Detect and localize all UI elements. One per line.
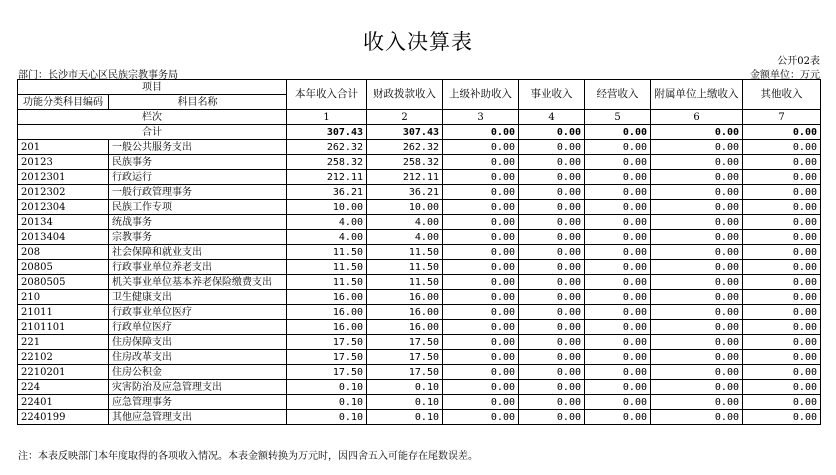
row-value: 0.00 xyxy=(743,350,821,365)
form-number: 公开02表 xyxy=(777,56,820,67)
total-value: 307.43 xyxy=(287,125,367,140)
row-value: 0.00 xyxy=(651,350,743,365)
header-superior-subsidy: 上级补助收入 xyxy=(443,80,519,110)
table-row xyxy=(18,200,821,215)
row-name: 行政事业单位养老支出 xyxy=(109,260,287,275)
total-value: 0.00 xyxy=(585,125,651,140)
row-value: 0.00 xyxy=(743,185,821,200)
row-code: 2080505 xyxy=(18,275,109,290)
row-value: 4.00 xyxy=(367,230,443,245)
row-value: 0.00 xyxy=(443,245,519,260)
column-number: 1 xyxy=(287,110,367,125)
row-code: 2013404 xyxy=(18,230,109,245)
row-value: 0.00 xyxy=(651,305,743,320)
row-value: 16.00 xyxy=(287,320,367,335)
row-name: 应急管理事务 xyxy=(109,395,287,410)
table-row xyxy=(18,215,821,230)
row-value: 36.21 xyxy=(287,185,367,200)
header-affiliated-income: 附属单位上缴收入 xyxy=(651,80,743,110)
row-value: 262.32 xyxy=(367,140,443,155)
row-value: 0.00 xyxy=(651,275,743,290)
row-value: 11.50 xyxy=(287,245,367,260)
row-value: 0.00 xyxy=(443,320,519,335)
row-value: 0.00 xyxy=(519,230,585,245)
row-value: 0.00 xyxy=(443,380,519,395)
row-value: 0.00 xyxy=(519,365,585,380)
row-value: 0.00 xyxy=(743,245,821,260)
header-other-income: 其他收入 xyxy=(743,80,821,110)
row-value: 0.00 xyxy=(443,215,519,230)
row-code: 2210201 xyxy=(18,365,109,380)
row-value: 0.00 xyxy=(585,275,651,290)
total-value: 307.43 xyxy=(367,125,443,140)
page-title: 收入决算表 xyxy=(363,30,473,54)
row-value: 0.00 xyxy=(443,350,519,365)
row-value: 0.10 xyxy=(287,410,367,425)
table-row xyxy=(18,155,821,170)
row-value: 0.00 xyxy=(585,170,651,185)
row-value: 0.00 xyxy=(519,155,585,170)
row-value: 17.50 xyxy=(287,335,367,350)
row-value: 0.00 xyxy=(743,275,821,290)
table-row xyxy=(18,395,821,410)
row-value: 0.00 xyxy=(651,380,743,395)
row-value: 11.50 xyxy=(287,275,367,290)
row-name: 行政运行 xyxy=(109,170,287,185)
column-number-label: 栏次 xyxy=(18,110,287,125)
row-value: 0.00 xyxy=(585,245,651,260)
row-value: 17.50 xyxy=(367,350,443,365)
row-value: 11.50 xyxy=(287,260,367,275)
row-value: 0.00 xyxy=(443,185,519,200)
table-row xyxy=(18,275,821,290)
row-code: 21011 xyxy=(18,305,109,320)
row-value: 17.50 xyxy=(287,350,367,365)
row-value: 0.00 xyxy=(585,350,651,365)
table-row xyxy=(18,380,821,395)
row-name: 机关事业单位基本养老保险缴费支出 xyxy=(109,275,287,290)
row-value: 0.10 xyxy=(367,395,443,410)
row-name: 行政单位医疗 xyxy=(109,320,287,335)
table-row xyxy=(18,245,821,260)
row-value: 0.00 xyxy=(651,185,743,200)
row-name: 宗教事务 xyxy=(109,230,287,245)
row-value: 16.00 xyxy=(367,320,443,335)
header-total-income: 本年收入合计 xyxy=(287,80,367,110)
total-value: 0.00 xyxy=(743,125,821,140)
row-value: 0.00 xyxy=(519,395,585,410)
column-number: 5 xyxy=(585,110,651,125)
row-name: 行政事业单位医疗 xyxy=(109,305,287,320)
row-value: 0.00 xyxy=(743,335,821,350)
row-value: 0.00 xyxy=(651,170,743,185)
row-code: 2240199 xyxy=(18,410,109,425)
header-business-income: 事业收入 xyxy=(519,80,585,110)
row-code: 22102 xyxy=(18,350,109,365)
total-label: 合计 xyxy=(18,125,287,140)
table-row xyxy=(18,410,821,425)
row-value: 0.00 xyxy=(585,215,651,230)
row-value: 0.00 xyxy=(651,335,743,350)
table-row xyxy=(18,305,821,320)
row-value: 0.00 xyxy=(443,365,519,380)
row-value: 0.00 xyxy=(743,410,821,425)
table-row xyxy=(18,320,821,335)
row-name: 其他应急管理支出 xyxy=(109,410,287,425)
table-row xyxy=(18,260,821,275)
row-value: 16.00 xyxy=(367,290,443,305)
row-value: 0.00 xyxy=(585,260,651,275)
row-value: 0.00 xyxy=(443,260,519,275)
column-number: 6 xyxy=(651,110,743,125)
row-value: 0.00 xyxy=(519,305,585,320)
row-value: 0.00 xyxy=(585,230,651,245)
row-value: 0.00 xyxy=(585,335,651,350)
row-value: 0.00 xyxy=(585,305,651,320)
row-value: 0.00 xyxy=(743,365,821,380)
row-value: 258.32 xyxy=(367,155,443,170)
row-value: 0.00 xyxy=(443,290,519,305)
header-name: 科目名称 xyxy=(109,95,287,110)
row-value: 0.10 xyxy=(287,395,367,410)
row-value: 0.00 xyxy=(743,155,821,170)
row-value: 0.00 xyxy=(743,230,821,245)
department-label: 部门：长沙市天心区民族宗教事务局 xyxy=(18,70,178,81)
row-value: 0.10 xyxy=(367,410,443,425)
column-number: 2 xyxy=(367,110,443,125)
amount-unit-label: 金额单位：万元 xyxy=(750,70,820,81)
table-row xyxy=(18,185,821,200)
row-value: 0.00 xyxy=(651,245,743,260)
row-value: 0.00 xyxy=(743,380,821,395)
row-value: 0.00 xyxy=(585,140,651,155)
row-value: 0.00 xyxy=(585,380,651,395)
row-value: 0.00 xyxy=(743,200,821,215)
total-value: 0.00 xyxy=(651,125,743,140)
row-code: 208 xyxy=(18,245,109,260)
row-value: 4.00 xyxy=(367,215,443,230)
row-value: 17.50 xyxy=(367,365,443,380)
row-value: 0.00 xyxy=(651,410,743,425)
total-value: 0.00 xyxy=(443,125,519,140)
row-value: 0.00 xyxy=(651,200,743,215)
row-name: 民族事务 xyxy=(109,155,287,170)
row-code: 20123 xyxy=(18,155,109,170)
row-value: 258.32 xyxy=(287,155,367,170)
column-number: 3 xyxy=(443,110,519,125)
row-code: 2012301 xyxy=(18,170,109,185)
table-row xyxy=(18,290,821,305)
row-value: 16.00 xyxy=(287,290,367,305)
row-code: 221 xyxy=(18,335,109,350)
row-value: 11.50 xyxy=(367,260,443,275)
row-value: 10.00 xyxy=(367,200,443,215)
row-value: 16.00 xyxy=(287,305,367,320)
row-name: 住房改革支出 xyxy=(109,350,287,365)
row-value: 0.00 xyxy=(519,380,585,395)
column-number: 4 xyxy=(519,110,585,125)
row-value: 0.00 xyxy=(585,410,651,425)
row-value: 0.00 xyxy=(585,395,651,410)
row-value: 0.00 xyxy=(585,320,651,335)
row-value: 0.00 xyxy=(585,365,651,380)
row-value: 0.00 xyxy=(743,320,821,335)
row-name: 民族工作专项 xyxy=(109,200,287,215)
column-number: 7 xyxy=(743,110,821,125)
row-code: 201 xyxy=(18,140,109,155)
row-value: 0.00 xyxy=(743,395,821,410)
table-row xyxy=(18,365,821,380)
row-name: 灾害防治及应急管理支出 xyxy=(109,380,287,395)
row-value: 36.21 xyxy=(367,185,443,200)
row-value: 0.00 xyxy=(743,260,821,275)
row-value: 0.00 xyxy=(651,395,743,410)
row-value: 0.00 xyxy=(519,185,585,200)
row-value: 0.00 xyxy=(651,365,743,380)
row-name: 卫生健康支出 xyxy=(109,290,287,305)
row-value: 262.32 xyxy=(287,140,367,155)
income-table xyxy=(17,79,821,425)
row-value: 0.00 xyxy=(519,410,585,425)
row-value: 0.00 xyxy=(519,200,585,215)
table-row xyxy=(18,350,821,365)
row-name: 一般行政管理事务 xyxy=(109,185,287,200)
row-value: 0.00 xyxy=(651,215,743,230)
row-code: 20134 xyxy=(18,215,109,230)
row-value: 0.00 xyxy=(519,170,585,185)
table-row xyxy=(18,170,821,185)
row-value: 0.00 xyxy=(519,350,585,365)
row-name: 一般公共服务支出 xyxy=(109,140,287,155)
row-value: 0.00 xyxy=(519,215,585,230)
row-value: 0.00 xyxy=(443,410,519,425)
row-name: 统战事务 xyxy=(109,215,287,230)
header-operating-income: 经营收入 xyxy=(585,80,651,110)
row-value: 0.00 xyxy=(585,155,651,170)
row-value: 0.00 xyxy=(585,200,651,215)
row-name: 住房保障支出 xyxy=(109,335,287,350)
header-code: 功能分类科目编码 xyxy=(18,95,109,110)
row-value: 4.00 xyxy=(287,215,367,230)
row-value: 0.00 xyxy=(443,305,519,320)
row-code: 22401 xyxy=(18,395,109,410)
row-value: 4.00 xyxy=(287,230,367,245)
row-value: 0.00 xyxy=(443,395,519,410)
row-value: 0.00 xyxy=(443,140,519,155)
row-value: 17.50 xyxy=(287,365,367,380)
row-value: 11.50 xyxy=(367,245,443,260)
row-value: 0.00 xyxy=(651,230,743,245)
row-value: 0.00 xyxy=(443,335,519,350)
row-name: 住房公积金 xyxy=(109,365,287,380)
row-value: 0.00 xyxy=(651,260,743,275)
row-value: 0.00 xyxy=(743,305,821,320)
row-value: 0.00 xyxy=(651,140,743,155)
header-fiscal-income: 财政拨款收入 xyxy=(367,80,443,110)
row-value: 0.00 xyxy=(743,290,821,305)
row-value: 17.50 xyxy=(367,335,443,350)
row-value: 212.11 xyxy=(287,170,367,185)
row-value: 0.00 xyxy=(519,245,585,260)
row-value: 10.00 xyxy=(287,200,367,215)
row-value: 0.00 xyxy=(743,215,821,230)
row-value: 0.00 xyxy=(519,140,585,155)
row-value: 0.00 xyxy=(519,275,585,290)
row-value: 0.00 xyxy=(519,320,585,335)
row-value: 0.00 xyxy=(651,320,743,335)
table-row xyxy=(18,230,821,245)
row-value: 0.10 xyxy=(367,380,443,395)
row-value: 0.00 xyxy=(519,290,585,305)
row-code: 2012302 xyxy=(18,185,109,200)
row-value: 0.00 xyxy=(443,200,519,215)
row-value: 212.11 xyxy=(367,170,443,185)
row-value: 0.00 xyxy=(443,155,519,170)
row-code: 210 xyxy=(18,290,109,305)
row-code: 224 xyxy=(18,380,109,395)
row-value: 0.00 xyxy=(443,230,519,245)
footnote: 注：本表反映部门本年度取得的各项收入情况。本表金额转换为万元时，因四舍五入可能存在尾数误差。 xyxy=(18,451,478,462)
row-value: 0.00 xyxy=(585,290,651,305)
row-code: 2012304 xyxy=(18,200,109,215)
row-value: 0.00 xyxy=(743,140,821,155)
row-value: 0.00 xyxy=(519,260,585,275)
total-row xyxy=(18,125,821,140)
row-value: 0.00 xyxy=(651,155,743,170)
row-value: 0.00 xyxy=(743,170,821,185)
row-value: 0.00 xyxy=(585,185,651,200)
row-value: 0.00 xyxy=(651,290,743,305)
header-item: 项目 xyxy=(18,80,287,95)
row-value: 0.00 xyxy=(443,170,519,185)
total-value: 0.00 xyxy=(519,125,585,140)
row-value: 16.00 xyxy=(367,305,443,320)
row-code: 2101101 xyxy=(18,320,109,335)
table-row xyxy=(18,140,821,155)
row-name: 社会保障和就业支出 xyxy=(109,245,287,260)
table-row xyxy=(18,335,821,350)
row-value: 0.00 xyxy=(519,335,585,350)
row-code: 20805 xyxy=(18,260,109,275)
row-value: 0.10 xyxy=(287,380,367,395)
row-value: 11.50 xyxy=(367,275,443,290)
row-value: 0.00 xyxy=(443,275,519,290)
